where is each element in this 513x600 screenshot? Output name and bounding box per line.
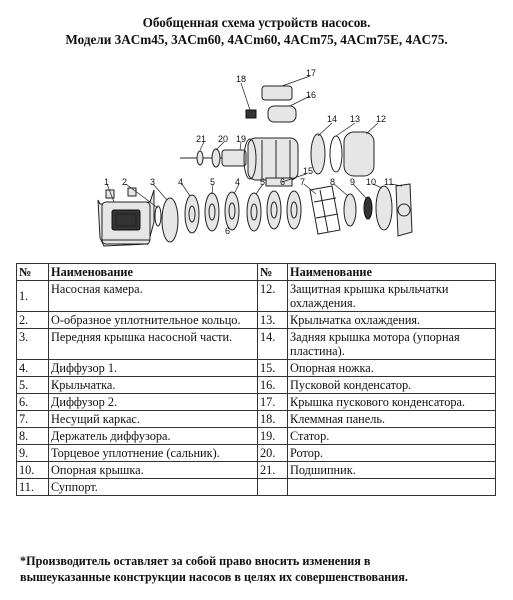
callout-7: 7 xyxy=(300,177,306,187)
callout-12: 12 xyxy=(376,114,387,124)
row-num: 3. xyxy=(17,329,49,360)
row-name: Пусковой конденсатор. xyxy=(288,377,496,394)
row-name: Торцевое уплотнение (сальник). xyxy=(49,445,258,462)
support-drawing xyxy=(396,184,412,236)
mechanical-seal-drawing xyxy=(364,197,372,219)
row-name xyxy=(288,479,496,496)
note-line-2: вышеуказанные конструкции насосов в целях их совершенствования. xyxy=(20,570,408,584)
callout-4b: 4 xyxy=(235,177,241,187)
header-num-right: № xyxy=(258,264,288,281)
row-num: 19. xyxy=(258,428,288,445)
header-num-left: № xyxy=(17,264,49,281)
row-name: Опорная ножка. xyxy=(288,360,496,377)
callout-4a: 4 xyxy=(178,177,184,187)
row-num: 4. xyxy=(17,360,49,377)
row-num: 18. xyxy=(258,411,288,428)
table-row xyxy=(17,329,496,360)
callout-2: 2 xyxy=(122,177,128,187)
row-num: 6. xyxy=(17,394,49,411)
row-name: Защитная крышка крыльчатки охлаждения. xyxy=(288,281,496,312)
row-num: 17. xyxy=(258,394,288,411)
row-num: 8. xyxy=(17,428,49,445)
table-row xyxy=(17,281,496,312)
row-num: 13. xyxy=(258,312,288,329)
callout-16: 16 xyxy=(306,90,317,100)
table-row xyxy=(17,360,496,377)
row-num: 1. xyxy=(17,281,49,312)
row-name: Крыльчатка охлаждения. xyxy=(288,312,496,329)
callout-20: 20 xyxy=(218,134,229,144)
row-num: 20. xyxy=(258,445,288,462)
header-name-left: Наименование xyxy=(49,264,258,281)
callout-10: 10 xyxy=(366,177,377,187)
row-num: 10. xyxy=(17,462,49,479)
row-num: 15. xyxy=(258,360,288,377)
row-name: О-образное уплотнительное кольцо. xyxy=(49,312,258,329)
callout-5a: 5 xyxy=(210,177,216,187)
row-num: 2. xyxy=(17,312,49,329)
callout-8: 8 xyxy=(330,177,336,187)
table-row xyxy=(17,445,496,462)
table-header-row xyxy=(17,264,496,281)
row-name: Насосная камера. xyxy=(49,281,258,312)
diagram-drawing xyxy=(0,62,513,262)
table-row xyxy=(17,479,496,496)
row-name: Несущий каркас. xyxy=(49,411,258,428)
parts-table xyxy=(16,263,496,496)
row-num: 11. xyxy=(17,479,49,496)
support-cover-drawing xyxy=(376,186,392,230)
front-cover-drawing xyxy=(162,198,178,242)
callout-9: 9 xyxy=(350,177,356,187)
callout-19: 19 xyxy=(236,134,247,144)
table-row xyxy=(17,312,496,329)
callout-6a: 6 xyxy=(225,226,231,236)
row-name: Опорная крышка. xyxy=(49,462,258,479)
terminal-box-drawing xyxy=(246,86,296,122)
row-num: 7. xyxy=(17,411,49,428)
row-name: Крышка пускового конденсатора. xyxy=(288,394,496,411)
callout-5b: 5 xyxy=(260,177,266,187)
callout-21: 21 xyxy=(196,134,207,144)
row-num: 9. xyxy=(17,445,49,462)
row-name: Держатель диффузора. xyxy=(49,428,258,445)
callout-13: 13 xyxy=(350,114,361,124)
row-name: Статор. xyxy=(288,428,496,445)
callout-11: 11 xyxy=(384,177,394,187)
manufacturer-note xyxy=(20,553,500,585)
diffuser-holder-drawing xyxy=(344,194,356,226)
row-name: Передняя крышка насосной части. xyxy=(49,329,258,360)
row-num: 14. xyxy=(258,329,288,360)
note-line-1: *Производитель оставляет за собой право вносить изменения в xyxy=(20,554,371,568)
row-num: 12. xyxy=(258,281,288,312)
row-name: Задняя крышка мотора (упорная пластина). xyxy=(288,329,496,360)
row-name: Крыльчатка. xyxy=(49,377,258,394)
row-name: Ротор. xyxy=(288,445,496,462)
callout-18: 18 xyxy=(236,74,247,84)
table-row xyxy=(17,462,496,479)
table-row xyxy=(17,411,496,428)
row-name: Суппорт. xyxy=(49,479,258,496)
row-name: Диффузор 1. xyxy=(49,360,258,377)
stage-stack-drawing xyxy=(185,191,301,233)
title-line-1: Обобщенная схема устройств насосов. xyxy=(142,15,371,30)
row-num: 21. xyxy=(258,462,288,479)
callout-6b: 6 xyxy=(280,177,286,187)
exploded-pump-diagram xyxy=(0,62,513,262)
document-title xyxy=(0,14,513,48)
callout-14: 14 xyxy=(327,114,338,124)
table-row xyxy=(17,394,496,411)
callout-17: 17 xyxy=(306,68,317,78)
o-ring-drawing xyxy=(155,206,161,226)
row-name: Подшипник. xyxy=(288,462,496,479)
row-num xyxy=(258,479,288,496)
callout-15: 15 xyxy=(303,166,314,176)
row-name: Диффузор 2. xyxy=(49,394,258,411)
table-row xyxy=(17,377,496,394)
row-name: Клеммная панель. xyxy=(288,411,496,428)
table-row xyxy=(17,428,496,445)
callout-1: 1 xyxy=(104,177,110,187)
pump-chamber-drawing xyxy=(98,188,154,246)
row-num: 5. xyxy=(17,377,49,394)
header-name-right: Наименование xyxy=(288,264,496,281)
callout-3: 3 xyxy=(150,177,156,187)
title-line-2: Модели 3ACm45, 3ACm60, 4ACm60, 4ACm75, 4ACm75E, 4AC75. xyxy=(65,32,448,47)
row-num: 16. xyxy=(258,377,288,394)
